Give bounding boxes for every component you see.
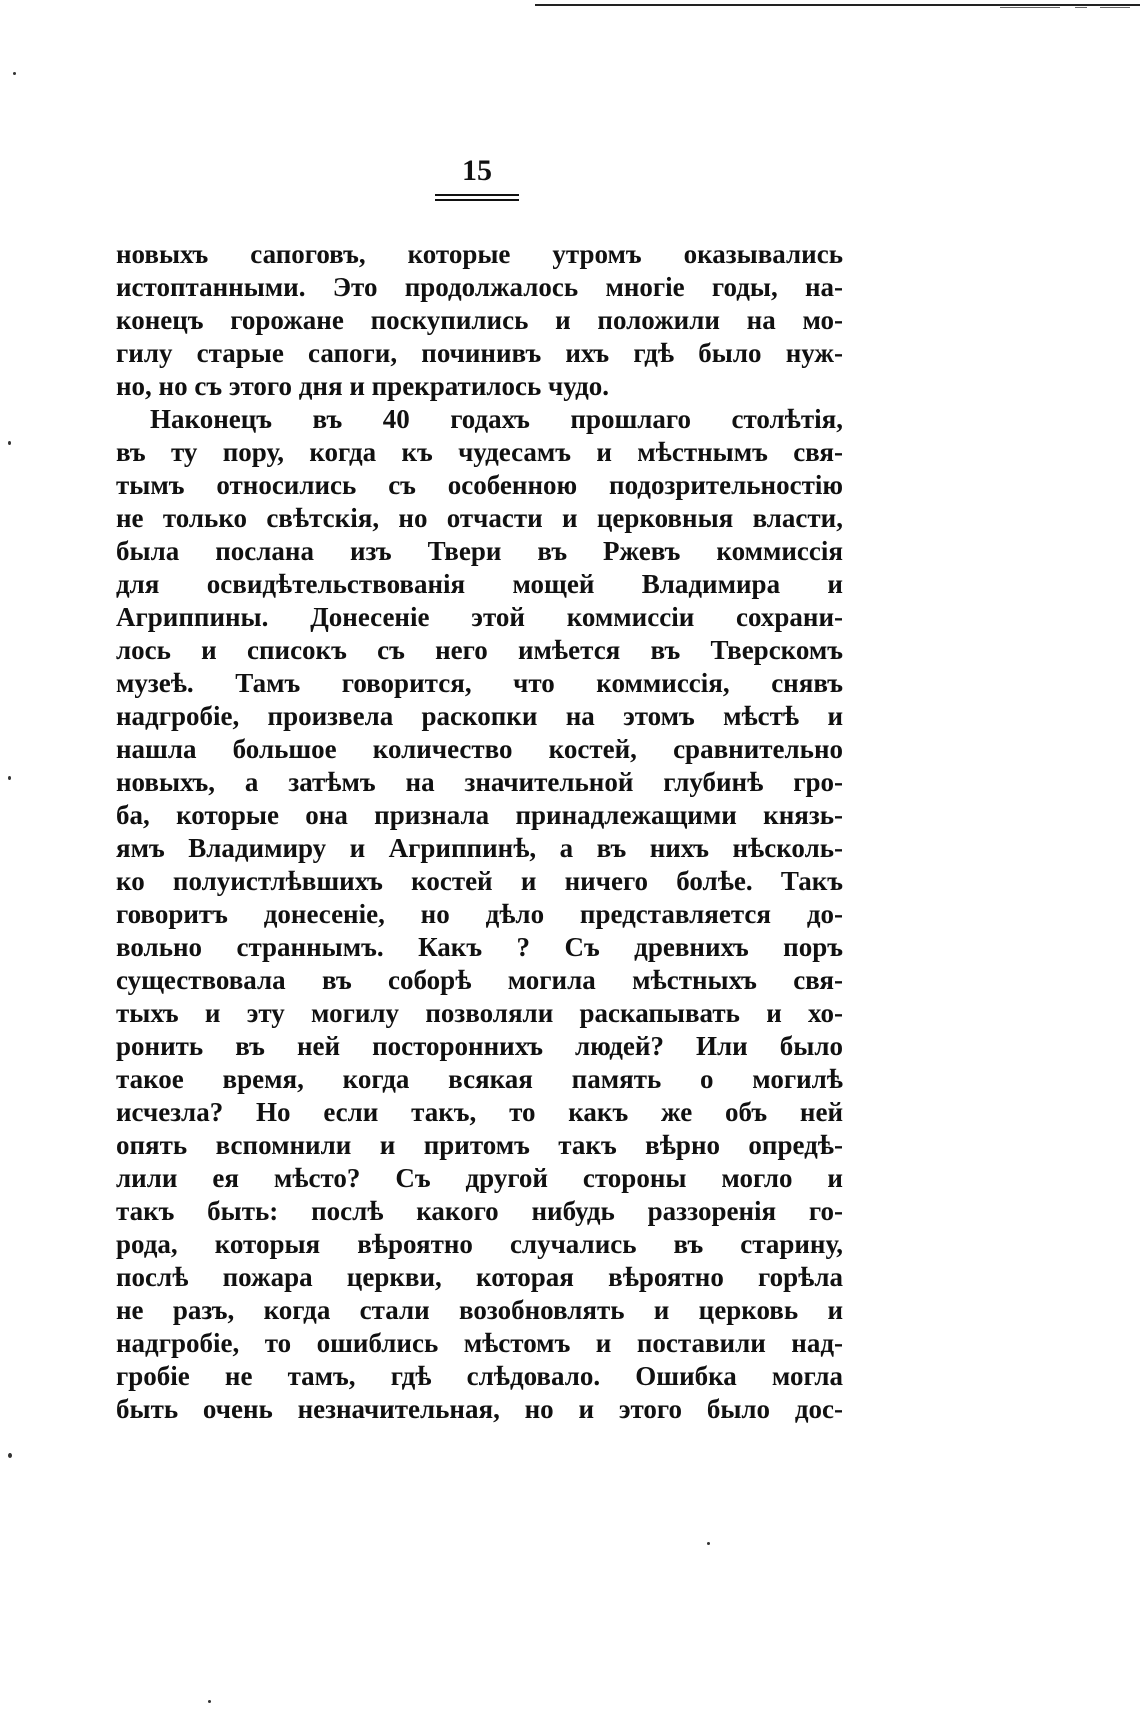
paragraph [116, 238, 843, 403]
scan-speck [208, 1700, 211, 1703]
text-line: такъ быть: послѣ какого нибудь раззоренія го- [116, 1196, 843, 1226]
paragraph [116, 403, 843, 1426]
text-line: опять вспомнили и притомъ такъ вѣрно опредѣ- [116, 1130, 843, 1160]
text-line: гробіе не тамъ, гдѣ слѣдовало. Ошибка могла [116, 1361, 843, 1391]
text-line: не разъ, когда стали возобновлять и церковь и [116, 1295, 843, 1325]
text-line: была послана изъ Твери въ Ржевъ коммиссія [116, 536, 843, 566]
text-line: такое время, когда всякая память о могилѣ [116, 1064, 843, 1094]
top-edge-rule [535, 4, 1140, 6]
text-line: истоптанными. Это продолжалось многіе годы, на- [116, 272, 843, 302]
text-line: не только свѣтскія, но отчасти и церковныя власти, [116, 503, 843, 533]
text-line: тыхъ и эту могилу позволяли раскапывать и хо- [116, 998, 843, 1028]
text-line: рода, которыя вѣроятно случались въ старину, [116, 1229, 843, 1259]
top-edge-dash [1075, 7, 1087, 8]
text-line: послѣ пожара церкви, которая вѣроятно горѣла [116, 1262, 843, 1292]
text-line: ба, которые она признала принадлежащими князь- [116, 800, 843, 830]
text-line: нашла большое количество костей, сравнительно [116, 734, 843, 764]
page-number: 15 [462, 154, 492, 187]
text-line: вольно страннымъ. Какъ ? Съ древнихъ поръ [116, 932, 843, 962]
text-line: новыхъ сапоговъ, которые утромъ оказывались [116, 239, 843, 269]
text-line: ронить въ ней постороннихъ людей? Или было [116, 1031, 843, 1061]
text-line: надгробіе, произвела раскопки на этомъ мѣстѣ и [116, 701, 843, 731]
text-line: надгробіе, то ошиблись мѣстомъ и поставили над- [116, 1328, 843, 1358]
text-line: тымъ относились съ особенною подозрительностію [116, 470, 843, 500]
text-line: исчезла? Но если такъ, то какъ же объ ней [116, 1097, 843, 1127]
scan-speck [8, 1453, 12, 1458]
page-number-underline [435, 199, 519, 201]
page-number-block [435, 153, 519, 201]
text-line: музеѣ. Тамъ говорится, что коммиссія, снявъ [116, 668, 843, 698]
text-line: быть очень незначительная, но и этого было дос- [116, 1394, 843, 1424]
text-line: но, но съ этого дня и прекратилось чудо. [116, 371, 609, 401]
top-edge-dash [1100, 7, 1130, 8]
text-line: ямъ Владимиру и Агриппинѣ, а въ нихъ нѣсколь- [116, 833, 843, 863]
text-line: гилу старые сапоги, починивъ ихъ гдѣ было нуж- [116, 338, 843, 368]
text-line: существовала въ соборѣ могила мѣстныхъ свя- [116, 965, 843, 995]
text-line: конецъ горожане поскупились и положили на мо- [116, 305, 843, 335]
text-line: Агриппины. Донесеніе этой коммиссіи сохрани- [116, 602, 843, 632]
scan-speck [8, 441, 11, 445]
body-text [116, 238, 843, 1426]
page-number-underline [435, 194, 519, 196]
top-edge-dash [1000, 7, 1060, 8]
text-line: для освидѣтельствованія мощей Владимира и [116, 569, 843, 599]
scan-speck [8, 776, 11, 780]
text-line: Наконецъ въ 40 годахъ прошлаго столѣтія, [150, 404, 843, 434]
scan-speck [707, 1542, 710, 1545]
text-line: говоритъ донесеніе, но дѣло представляется до- [116, 899, 843, 929]
text-line: въ ту пору, когда къ чудесамъ и мѣстнымъ свя- [116, 437, 843, 467]
text-line: лили ея мѣсто? Съ другой стороны могло и [116, 1163, 843, 1193]
scan-speck [13, 72, 16, 75]
text-line: лось и списокъ съ него имѣется въ Тверскомъ [116, 635, 843, 665]
text-line: ко полуистлѣвшихъ костей и ничего болѣе. Такъ [116, 866, 843, 896]
text-line: новыхъ, а затѣмъ на значительной глубинѣ гро- [116, 767, 843, 797]
